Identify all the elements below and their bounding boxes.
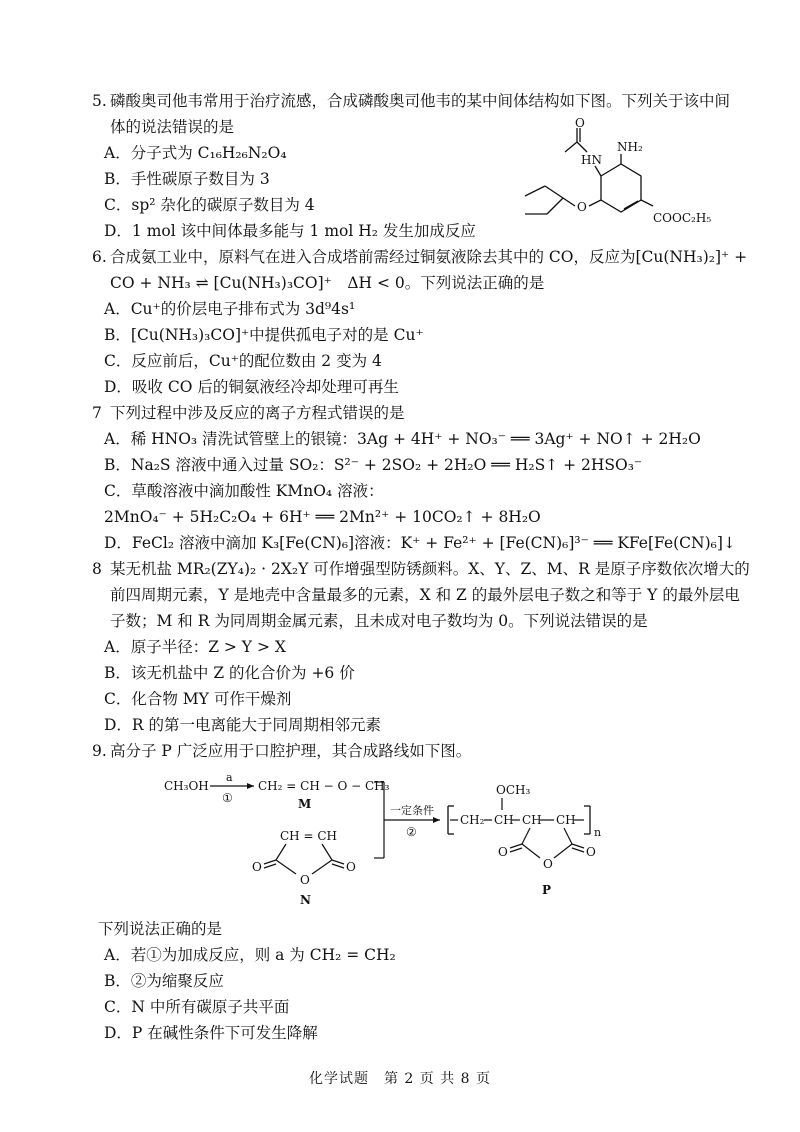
question-number: 6. [92,248,107,266]
reagent-a: a [226,771,233,784]
polymer-ch2: CH₂ [460,813,485,827]
polymer-p-label: P [542,883,552,897]
question-stem-cont2: 子数；M 和 R 为同周期金属元素，且未成对电子数均为 0。下列说法错误的是 [110,612,648,630]
monomer-m-label: M [298,797,312,811]
polymer-oxygen-right: O [586,845,596,859]
option-b: B．Na₂S 溶液中通入过量 SO₂：S²⁻ + 2SO₂ + 2H₂O ══ H₂S↑ + 2HSO₃⁻ [104,456,643,474]
ether-oxygen: O [577,200,587,214]
step-1: ① [222,791,233,805]
option-d: D．吸收 CO 后的铜氨液经冷却处理可再生 [104,378,399,396]
monomer-m-formula: CH₂ = CH − O − CH₃ [258,779,390,793]
polymer-methoxy: OCH₃ [496,783,531,797]
methanol: CH₃OH [164,779,209,793]
option-c: C．化合物 MY 可作干燥剂 [104,690,292,708]
polymer-ring-ch-2: CH [556,813,576,827]
synthesis-scheme [150,770,630,910]
degree-of-polymerization: n [594,826,602,839]
step-2: ② [406,825,417,839]
page-footer: 化学试题 第 2 页 共 8 页 [308,1071,492,1087]
option-d: D．1 mol 该中间体最多能与 1 mol H₂ 发生加成反应 [104,222,476,240]
option-a: A．稀 HNO₃ 清洗试管壁上的银镜：3Ag + 4H⁺ + NO₃⁻ ══ 3Ag⁺ + NO↑ + 2H₂O [104,430,701,448]
question-number: 9. [92,742,107,760]
amino-group: NH₂ [617,140,643,154]
monomer-n-label: N [300,893,311,907]
question-stem: 合成氨工业中，原料气在进入合成塔前需经过铜氨液除去其中的 CO，反应为[Cu(NH₃)₂]⁺ + [110,248,748,266]
option-c: C．N 中所有碳原子共平面 [104,998,290,1016]
question-stem: 某无机盐 MR₂(ZY₄)₂ · 2X₂Y 可作增强型防锈颜料。X、Y、Z、M、R 是原子序数依次增大的 [110,560,750,578]
polymer-ring-ch-1: CH [522,813,542,827]
option-a: A．若①为加成反应，则 a 为 CH₂ = CH₂ [104,946,396,964]
question-number: 5. [92,92,107,110]
question-stem-cont: 体的说法错误的是 [110,118,235,136]
monomer-n-oxygen-left: O [252,860,262,874]
reaction-condition: 一定条件 [390,804,434,817]
option-b: B．手性碳原子数目为 3 [104,170,270,188]
amide-nh: HN [581,153,602,167]
question-number: 8 [92,560,102,578]
option-a: A．分子式为 C₁₆H₂₆N₂O₄ [104,144,287,162]
option-c: C．反应前后，Cu⁺的配位数由 2 变为 4 [104,352,382,370]
option-a: A．Cu⁺的价层电子排布式为 3d⁹4s¹ [104,300,356,318]
question-stem-cont: CO + NH₃ ⇌ [Cu(NH₃)₃CO]⁺ ΔH < 0。下列说法正确的是 [110,274,545,292]
question-8 [92,556,750,738]
option-c-equation: 2MnO₄⁻ + 5H₂C₂O₄ + 6H⁺ ══ 2Mn²⁺ + 10CO₂↑ + 8H₂O [104,508,541,526]
question-stem: 高分子 P 广泛应用于口腔护理，其合成路线如下图。 [110,742,472,760]
option-a: A．原子半径：Z > Y > X [104,638,286,656]
option-d: D．P 在碱性条件下可发生降解 [104,1024,318,1042]
intermediate-structure [515,116,712,236]
option-b: B．[Cu(NH₃)₃CO]⁺中提供孤电子对的是 Cu⁺ [104,326,424,344]
option-c: C．草酸溶液中滴加酸性 KMnO₄ 溶液： [104,482,384,500]
option-d: D．FeCl₂ 溶液中滴加 K₃[Fe(CN)₆]溶液：K⁺ + Fe²⁺ + [Fe(CN)₆]³⁻ ══ KFe[Fe(CN)₆]↓ [104,534,736,552]
question-number: 7 [92,404,102,422]
question-stem: 磷酸奥司他韦常用于治疗流感，合成磷酸奥司他韦的某中间体结构如下图。下列关于该中间 [110,92,731,110]
option-d: D．R 的第一电离能大于同周期相邻元素 [104,716,382,734]
question-7 [92,400,736,556]
monomer-n-ring-oxygen: O [300,873,310,887]
monomer-n-oxygen-right: O [346,860,356,874]
question-6 [92,244,748,400]
question-9-options [92,916,732,1046]
question-stem-cont: 前四周期元素，Y 是地壳中含量最多的元素，X 和 Z 的最外层电子数之和等于 Y 的最外层电 [110,586,740,604]
question-9 [92,738,732,764]
polymer-ring-oxygen: O [543,857,553,871]
ester-group: COOC₂H₅ [653,211,712,225]
monomer-n-ch: CH = CH [280,829,337,843]
question-stem: 下列过程中涉及反应的离子方程式错误的是 [110,404,405,422]
question-stem-cont: 下列说法正确的是 [98,920,223,938]
polymer-ch: CH [494,813,514,827]
polymer-oxygen-left: O [498,845,508,859]
option-c: C．sp² 杂化的碳原子数目为 4 [104,196,315,214]
option-b: B．该无机盐中 Z 的化合价为 +6 价 [104,664,355,682]
carbonyl-oxygen: O [575,116,585,130]
option-b: B．②为缩聚反应 [104,972,224,990]
